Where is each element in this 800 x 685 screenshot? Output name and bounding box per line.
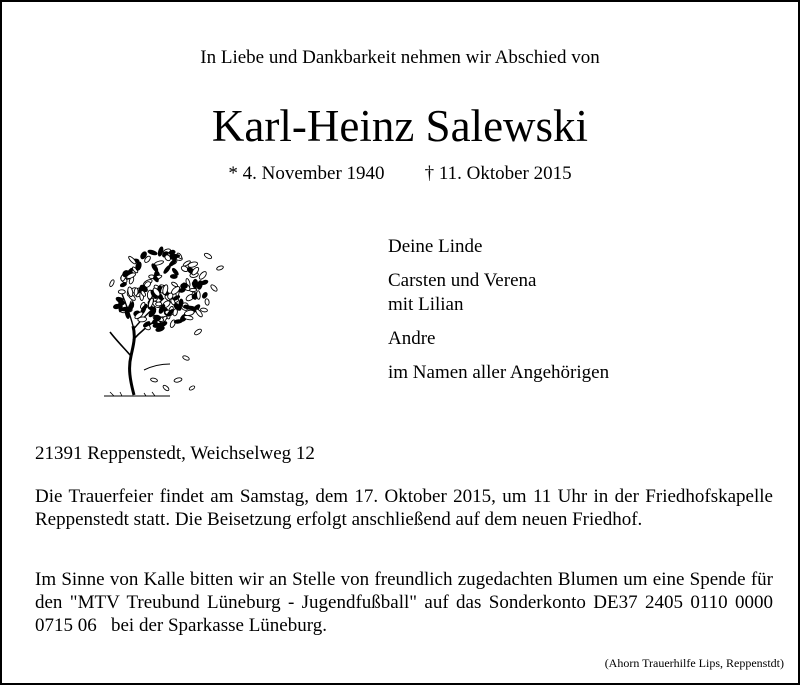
leaf-shape — [170, 274, 177, 278]
leaf-shape — [201, 292, 208, 299]
leaf-shape — [198, 270, 208, 280]
birth-date: * 4. November 1940 — [228, 163, 385, 184]
leaf-shape — [180, 283, 187, 289]
donation-request-paragraph: Im Sinne von Kalle bitten wir an Stelle von freundlich zugedachten Blumen um eine Spende für den "MTV Treubund Lüneburg - Jugendfußball" auf das Sonderkonto DE37 2405 0110 0000 0715 06 bei der Sparkasse Lüneburg. — [35, 569, 778, 636]
life-dates — [2, 162, 798, 186]
leaf-shape — [174, 319, 182, 323]
leaf-shape — [120, 282, 127, 288]
death-date: † 11. Oktober 2015 — [424, 163, 572, 184]
leaf-shape — [147, 249, 157, 255]
mourner-line: Deine Linde — [388, 236, 483, 257]
leaf-shape — [196, 291, 200, 300]
mourner-line: Carsten und Verena — [388, 270, 537, 291]
leaf-shape — [193, 279, 198, 288]
mourner-line: Andre — [388, 328, 436, 349]
windblown-tree-icon — [100, 240, 240, 400]
leaf-shape — [156, 302, 162, 306]
leaf-shape — [205, 299, 210, 306]
leaf-shape — [171, 281, 178, 287]
family-address: 21391 Reppenstedt, Weichselweg 12 — [35, 443, 315, 464]
leaf-shape — [109, 279, 115, 287]
leaf-shape — [138, 317, 147, 323]
deceased-name: Karl-Heinz Salewski — [211, 101, 589, 151]
mourner-line: im Namen aller Angehörigen — [388, 362, 610, 383]
funeral-home-credit: (Ahorn Trauerhilfe Lips, Reppenstdt) — [604, 656, 784, 670]
mourners-list — [388, 235, 768, 385]
leaf-shape — [118, 290, 125, 294]
mourner-line: mit Lilian — [388, 294, 464, 315]
funeral-details-paragraph: Die Trauerfeier findet am Samstag, dem 17. Oktober 2015, um 11 Uhr in der Friedhofskapelle Reppenstedt statt. Die Beisetzung erfolgt anschließend auf dem neuen Friedhof. — [35, 486, 773, 530]
intro-text: In Liebe und Dankbarkeit nehmen wir Abschied von — [200, 47, 600, 68]
